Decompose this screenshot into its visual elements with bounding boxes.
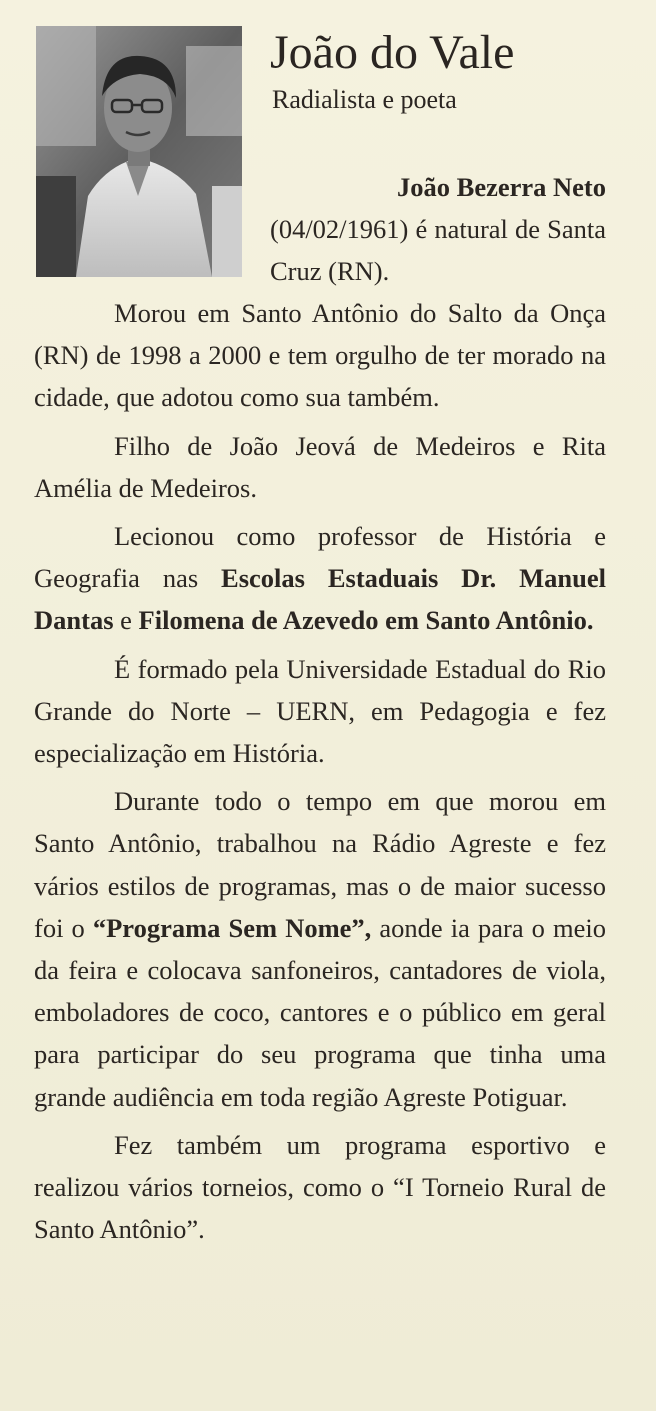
- biography-body: [34, 292, 606, 1256]
- teaching-text-c: e: [113, 605, 139, 636]
- page-subtitle: Radialista e poeta: [272, 85, 457, 114]
- teaching-text-a: Lecionou como professor de História e Geografia nas: [34, 521, 606, 594]
- paragraph-education: É formado pela Universidade Estadual do Rio Grande do Norte – UERN, em Pedagogia e fez especialização em História.: [34, 653, 606, 769]
- intro-name-line: [270, 166, 606, 208]
- paragraph-teaching: [34, 515, 606, 642]
- paragraph-residence: Morou em Santo Antônio do Salto da Onça (RN) de 1998 a 2000 e tem orgulho de ter morado na cidade, que adotou como sua também.: [34, 298, 606, 413]
- teaching-school-2: Filomena de Azevedo em Santo Antônio.: [138, 605, 594, 636]
- radio-text-c: aonde ia para o meio da feira e colocava sanfoneiros, cantadores de viola, emboladores de coco, cantores e o público em geral para participar do seu programa que tinha uma grande audiência em toda região Agreste Potiguar.: [34, 912, 606, 1112]
- portrait-image: [36, 26, 242, 277]
- intro-paragraph: [270, 166, 606, 292]
- paragraph-radio: [34, 780, 606, 1118]
- portrait-photo: [36, 26, 242, 277]
- paragraph-sports: Fez também um programa esportivo e realizou vários torneios, como o “I Torneio Rural de Santo Antônio”.: [34, 1129, 606, 1245]
- radio-text-a: Durante todo o tempo em que morou em Santo Antônio, trabalhou na Rádio Agreste e fez vários estilos de programas, mas o de maior sucesso foi o: [34, 786, 606, 943]
- paragraph-parents: Filho de João Jeová de Medeiros e Rita Amélia de Medeiros.: [34, 430, 606, 503]
- radio-program-name: “Programa Sem Nome”,: [92, 912, 372, 943]
- intro-birth-text: (04/02/1961) é natural de Santa Cruz (RN).: [270, 214, 606, 286]
- page-title: João do Vale: [270, 26, 515, 79]
- teaching-school-1: Escolas Estaduais Dr. Manuel Dantas: [34, 563, 607, 636]
- person-name: João Bezerra Neto: [397, 172, 606, 202]
